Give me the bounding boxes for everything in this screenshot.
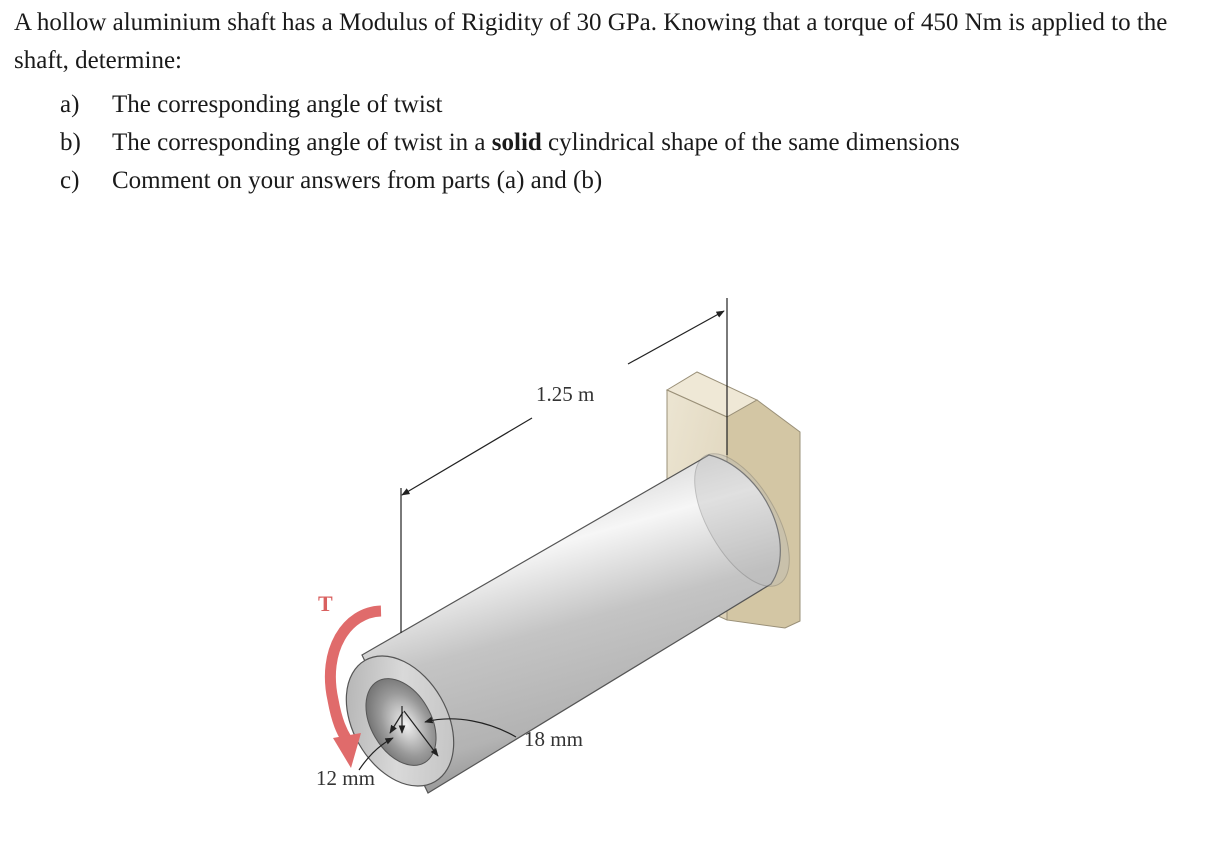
inner-radius-label: 12 mm: [316, 766, 375, 790]
part-c-text: Comment on your answers from parts (a) and (b): [112, 167, 603, 194]
length-label: 1.25 m: [536, 382, 595, 406]
part-b-text-after: cylindrical shape of the same dimensions: [541, 129, 960, 156]
part-b-marker: b): [60, 129, 81, 156]
length-arrow-right: [628, 311, 724, 364]
outer-radius-label: 18 mm: [524, 727, 583, 751]
part-a-marker: a): [60, 91, 80, 118]
torque-arrow-head: [333, 733, 361, 768]
torque-label: T: [318, 591, 333, 616]
part-a-text: The corresponding angle of twist: [112, 91, 443, 118]
length-arrow-left: [402, 418, 532, 495]
part-b-text-before: The corresponding angle of twist in a: [112, 129, 492, 156]
part-c-marker: c): [60, 167, 80, 194]
part-b-bold-word: solid: [491, 129, 542, 156]
problem-intro: A hollow aluminium shaft has a Modulus of Rigidity of 30 GPa. Knowing that a torque of 450 Nm is applied to the shaft, determine:: [14, 9, 1168, 74]
